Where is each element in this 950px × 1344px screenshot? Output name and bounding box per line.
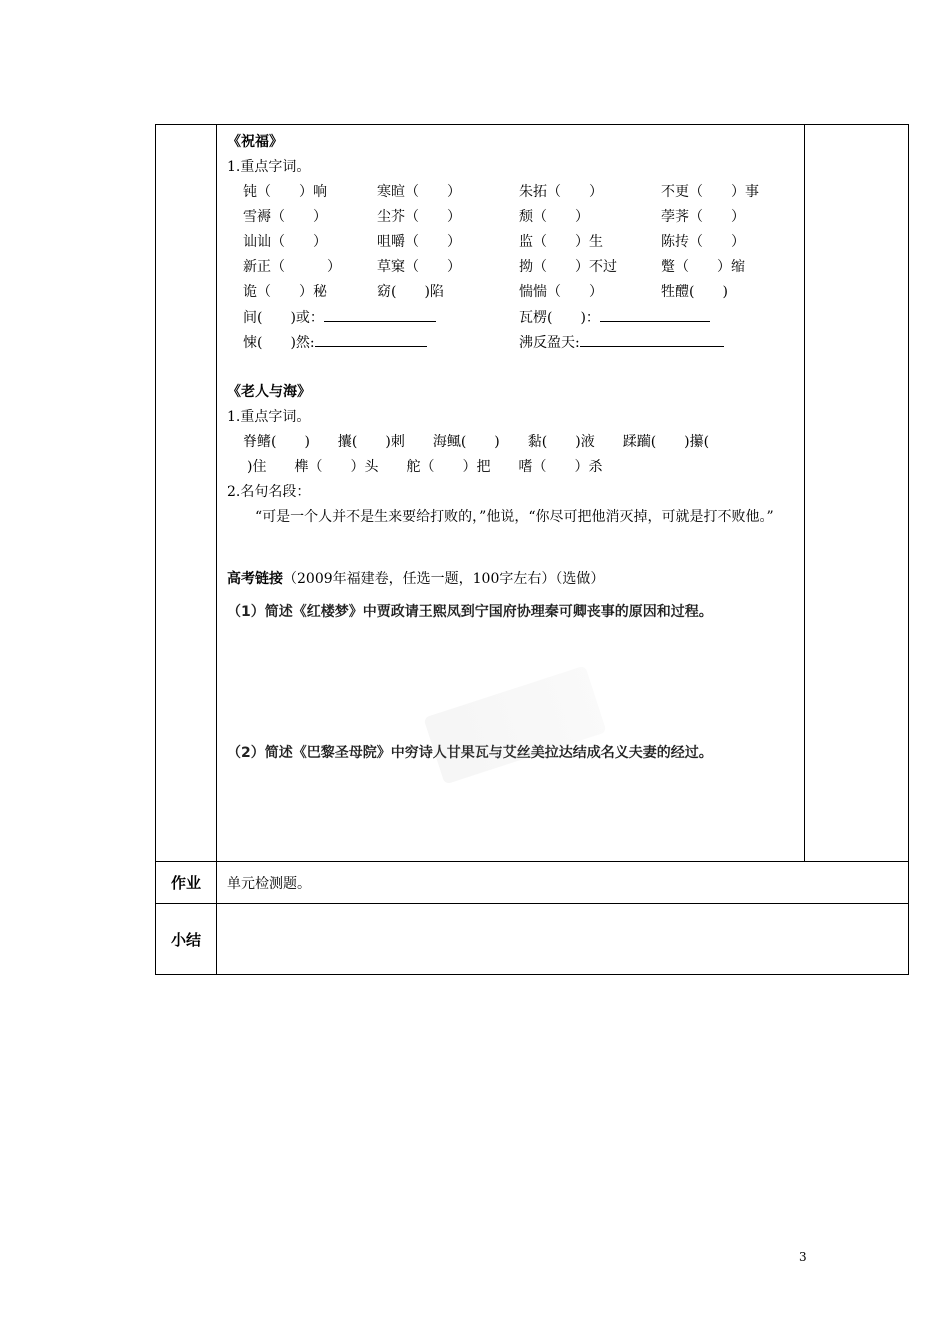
zhufu-row	[227, 280, 796, 305]
zhufu-fill-row	[227, 330, 796, 355]
answer-blank[interactable]	[315, 330, 427, 347]
zhufu-fill-label: 悚( )然:	[243, 335, 315, 351]
gaokao-title: 高考链接	[227, 571, 283, 587]
zhufu-word: 不更（ ）事	[661, 184, 759, 200]
zhufu-word: 惴惴（ ）	[519, 284, 603, 300]
zhufu-word: 咀嚼（ ）	[377, 234, 461, 250]
laoren-title: 《老人与海》	[227, 384, 311, 400]
zhufu-word: 雪褥（ ）	[243, 209, 327, 225]
zhufu-word: 蹩（ ）缩	[661, 259, 745, 275]
zhufu-word: 草窠（ ）	[377, 259, 461, 275]
zhufu-fill-label: 瓦楞( )：	[519, 310, 600, 326]
laoren-q1: 1.重点字词。	[227, 409, 311, 425]
laoren-words-line: )住 榫（ ）头 舵（ ）把 嗜（ ）杀	[233, 459, 603, 475]
zhufu-word: 诡（ ）秘	[243, 284, 327, 300]
spacer	[227, 592, 796, 600]
zhufu-word: 讪讪（ ）	[243, 234, 327, 250]
answer-blank[interactable]	[600, 305, 710, 322]
spacer	[227, 555, 796, 567]
homework-row	[156, 862, 909, 904]
homework-text: 单元检测题。	[217, 862, 909, 904]
zhufu-word: 新正（ ）	[243, 259, 341, 275]
summary-row	[156, 904, 909, 975]
zhufu-row	[227, 255, 796, 280]
laoren-quote: “可是一个人并不是生来要给打败的，”他说，“你尽可把他消灭掉，可就是打不败他。”	[255, 509, 774, 525]
zhufu-fill-row	[227, 305, 796, 330]
zhufu-word: 荸荠（ ）	[661, 209, 745, 225]
summary-text[interactable]	[217, 904, 909, 975]
lesson-table	[155, 124, 909, 975]
summary-label: 小结	[156, 904, 217, 975]
gaokao-question-1: （1）简述《红楼梦》中贾政请王熙凤到宁国府协理秦可卿丧事的原因和过程。	[227, 604, 713, 620]
zhufu-word: 寒暄（ ）	[377, 184, 461, 200]
laoren-words-line: 脊鳍( ) 攮( )刺 海鲺( ) 黏( )液 蹂躏( )攥(	[243, 434, 710, 450]
zhufu-fill-label: 沸反盈天:	[519, 335, 580, 351]
homework-label: 作业	[156, 862, 217, 904]
notes-cell	[805, 125, 909, 862]
gaokao-heading	[227, 567, 796, 592]
zhufu-fill-item	[243, 305, 436, 331]
zhufu-word: 朱拓（ ）	[519, 184, 603, 200]
zhufu-title: 《祝福》	[227, 134, 283, 150]
gaokao-note: （2009年福建卷，任选一题，100字左右）（选做）	[283, 571, 605, 587]
page-number: 3	[799, 1250, 807, 1264]
spacer	[227, 355, 796, 380]
zhufu-word: 监（ ）生	[519, 234, 603, 250]
zhufu-fill-label: 间( )或：	[243, 310, 324, 326]
zhufu-word: 钝（ ）响	[243, 184, 327, 200]
laoren-q2: 2.名句名段：	[227, 484, 311, 500]
zhufu-fill-item	[243, 330, 427, 356]
zhufu-word: 窈( )陷	[377, 284, 444, 300]
content-label-cell	[156, 125, 217, 862]
zhufu-row	[227, 205, 796, 230]
answer-blank[interactable]	[324, 305, 436, 322]
spacer	[227, 530, 796, 555]
zhufu-word: 拗（ ）不过	[519, 259, 617, 275]
zhufu-row	[227, 230, 796, 255]
answer-blank[interactable]	[580, 330, 724, 347]
zhufu-fill-item	[519, 305, 710, 331]
gaokao-question-2: （2）简述《巴黎圣母院》中穷诗人甘果瓦与艾丝美拉达结成名义夫妻的经过。	[227, 745, 713, 761]
zhufu-word: 牲醴( )	[661, 284, 728, 300]
zhufu-fill-item	[519, 330, 724, 356]
zhufu-row	[227, 180, 796, 205]
zhufu-word: 颓（ ）	[519, 209, 589, 225]
zhufu-word: 尘芥（ ）	[377, 209, 461, 225]
zhufu-word: 陈抟（ ）	[661, 234, 745, 250]
zhufu-q1: 1.重点字词。	[227, 159, 311, 175]
